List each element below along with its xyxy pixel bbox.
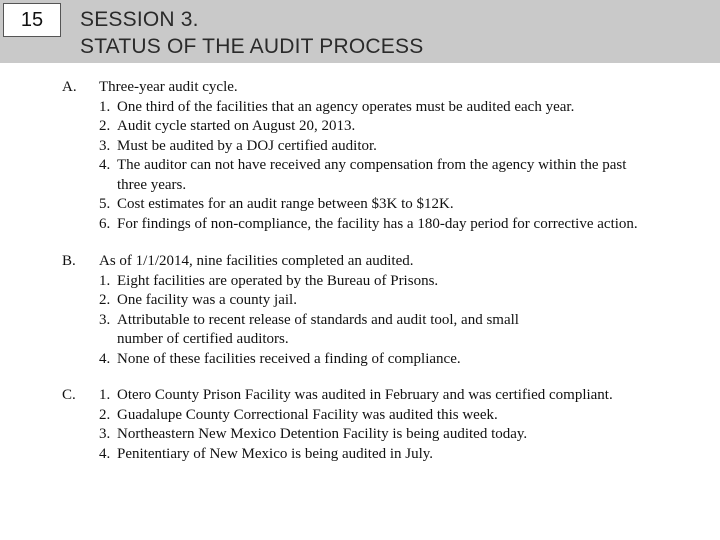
item-text: One third of the facilities that an agency operates must be audited each year. [117, 98, 575, 115]
item-number: 3. [99, 311, 111, 328]
item-number: 4. [99, 157, 111, 173]
item-text: Must be audited by a DOJ certified auditor. [117, 137, 377, 154]
item-text: Audit cycle started on August 20, 2013. [117, 118, 356, 134]
section-intro: As of 1/1/2014, nine facilities completed an audited. [99, 253, 414, 269]
list-item [99, 137, 709, 157]
section-intro: Three-year audit cycle. [99, 79, 238, 95]
item-text-continued: three years. [117, 176, 187, 193]
list-item [99, 195, 709, 215]
item-number: 2. [99, 292, 111, 308]
list-item [99, 98, 709, 118]
item-number: 1. [99, 272, 111, 289]
item-number: 6. [99, 215, 111, 232]
item-number: 3. [99, 137, 111, 154]
item-text: Penitentiary of New Mexico is being audited in July. [117, 445, 434, 462]
title-line-2: STATUS OF THE AUDIT PROCESS [80, 35, 424, 58]
item-text: Attributable to recent release of standards and audit tool, and small [117, 311, 519, 328]
title-line-1: SESSION 3. [80, 8, 199, 31]
section-body [99, 252, 709, 369]
section-letter: C. [62, 387, 76, 403]
list-item [99, 291, 709, 311]
item-text: None of these facilities received a finding of compliance. [117, 350, 461, 367]
list-item [99, 272, 709, 292]
item-number: 3. [99, 426, 111, 442]
item-number: 5. [99, 196, 111, 212]
item-text: Guadalupe County Correctional Facility was audited this week. [117, 406, 498, 423]
item-text: Eight facilities are operated by the Bureau of Prisons. [117, 272, 439, 289]
section-body [99, 78, 709, 234]
list-item [99, 386, 709, 406]
list-item [99, 311, 709, 350]
item-text: For findings of non-compliance, the facility has a 180-day period for corrective action. [117, 215, 638, 232]
item-text: Northeastern New Mexico Detention Facility is being audited today. [117, 426, 528, 442]
item-number: 4. [99, 350, 111, 367]
item-number: 1. [99, 387, 111, 403]
list-item [99, 445, 709, 465]
item-text: Cost estimates for an audit range between $3K to $12K. [117, 196, 454, 212]
item-number: 4. [99, 445, 111, 462]
item-text: Otero County Prison Facility was audited in February and was certified compliant. [117, 387, 613, 403]
list-item [99, 156, 709, 195]
item-text: One facility was a county jail. [117, 292, 297, 308]
slide-number: 15 [3, 3, 61, 37]
list-item [99, 117, 709, 137]
slide-title [80, 6, 423, 60]
list-item [99, 350, 709, 370]
item-number: 2. [99, 118, 111, 134]
section-letter: B. [62, 253, 76, 269]
item-number: 1. [99, 98, 111, 115]
list-item [99, 425, 709, 445]
item-text: The auditor can not have received any compensation from the agency within the past [117, 157, 627, 173]
section-body [99, 386, 709, 464]
item-number: 2. [99, 406, 111, 423]
item-text-continued: number of certified auditors. [117, 331, 289, 347]
section-letter: A. [62, 79, 77, 95]
list-item [99, 406, 709, 426]
list-item [99, 215, 709, 235]
